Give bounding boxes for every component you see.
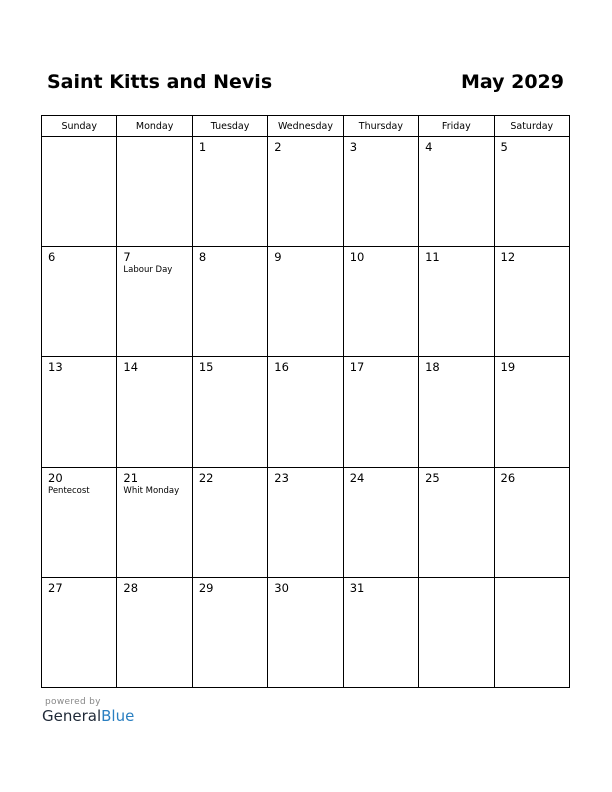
day-cell xyxy=(343,467,418,577)
day-number: 14 xyxy=(123,360,139,375)
day-cell xyxy=(42,247,117,357)
holiday-label: Labour Day xyxy=(123,265,173,276)
day-cell xyxy=(192,467,267,577)
day-cell xyxy=(419,467,494,577)
day-number: 21 xyxy=(123,470,139,485)
day-cell xyxy=(192,247,267,357)
weekday-header: Tuesday xyxy=(192,116,267,137)
weekday-header: Thursday xyxy=(343,116,418,137)
day-cell xyxy=(494,247,569,357)
day-number: 16 xyxy=(274,360,289,375)
day-cell xyxy=(343,137,418,247)
day-cell xyxy=(494,137,569,247)
empty-day-cell xyxy=(42,137,117,247)
day-number: 7 xyxy=(123,250,131,265)
day-number: 28 xyxy=(123,580,139,595)
day-number: 9 xyxy=(274,250,282,265)
empty-day-cell xyxy=(117,137,192,247)
logo-blue-text: Blue xyxy=(101,707,135,725)
day-number: 19 xyxy=(500,360,516,375)
logo-general-text: General xyxy=(42,707,102,725)
weekday-header: Wednesday xyxy=(268,116,343,137)
day-cell xyxy=(192,137,267,247)
footer-branding xyxy=(42,697,134,725)
holiday-label: Whit Monday xyxy=(123,485,180,496)
week-row xyxy=(42,247,570,357)
day-number: 24 xyxy=(349,470,365,485)
day-number: 29 xyxy=(198,580,214,595)
day-cell xyxy=(117,357,192,467)
day-cell xyxy=(42,467,117,577)
day-number: 20 xyxy=(48,470,63,485)
day-number: 4 xyxy=(425,140,433,154)
day-cell xyxy=(268,247,343,357)
day-number: 12 xyxy=(500,250,516,265)
day-cell xyxy=(117,577,192,687)
week-row xyxy=(42,467,570,577)
generalblue-logo xyxy=(42,707,134,725)
day-cell xyxy=(343,577,418,687)
day-cell xyxy=(419,137,494,247)
day-cell xyxy=(494,357,569,467)
day-number: 8 xyxy=(198,250,207,265)
calendar-body xyxy=(42,137,570,688)
day-cell xyxy=(268,577,343,687)
day-cell xyxy=(117,247,192,357)
day-number: 17 xyxy=(349,360,365,375)
holiday-label: Pentecost xyxy=(48,485,90,496)
day-cell xyxy=(343,357,418,467)
day-number: 23 xyxy=(274,470,289,485)
day-cell xyxy=(268,137,343,247)
powered-by-label: powered by xyxy=(45,697,101,707)
day-number: 1 xyxy=(198,140,207,154)
week-row xyxy=(42,357,570,467)
day-number: 3 xyxy=(349,140,358,154)
day-number: 31 xyxy=(349,580,365,595)
day-cell xyxy=(268,467,343,577)
weekday-header: Monday xyxy=(117,116,192,137)
calendar-month-title: May 2029 xyxy=(460,71,564,93)
day-cell xyxy=(42,577,117,687)
day-cell xyxy=(117,467,192,577)
week-row xyxy=(42,137,570,247)
day-cell xyxy=(419,247,494,357)
weekday-header: Sunday xyxy=(42,116,117,137)
empty-day-cell xyxy=(419,577,494,687)
day-cell xyxy=(419,357,494,467)
calendar-grid xyxy=(41,115,570,688)
day-number: 15 xyxy=(198,360,214,375)
day-number: 5 xyxy=(500,140,508,154)
day-number: 25 xyxy=(425,470,440,485)
empty-day-cell xyxy=(494,577,569,687)
weekday-header: Friday xyxy=(419,116,494,137)
weekday-header-row xyxy=(42,116,570,137)
day-number: 10 xyxy=(349,250,365,265)
weekday-header: Saturday xyxy=(494,116,569,137)
day-cell xyxy=(268,357,343,467)
calendar-country-title: Saint Kitts and Nevis xyxy=(47,71,273,93)
day-number: 18 xyxy=(425,360,440,375)
day-number: 2 xyxy=(274,140,282,154)
day-number: 11 xyxy=(425,250,440,265)
day-number: 13 xyxy=(48,360,63,375)
day-number: 27 xyxy=(48,580,63,595)
day-cell xyxy=(494,467,569,577)
day-cell xyxy=(42,357,117,467)
day-number: 30 xyxy=(274,580,289,595)
day-cell xyxy=(192,577,267,687)
day-cell xyxy=(343,247,418,357)
day-number: 26 xyxy=(500,470,516,485)
day-number: 22 xyxy=(198,470,214,485)
day-number: 6 xyxy=(48,250,56,265)
week-row xyxy=(42,577,570,687)
day-cell xyxy=(192,357,267,467)
